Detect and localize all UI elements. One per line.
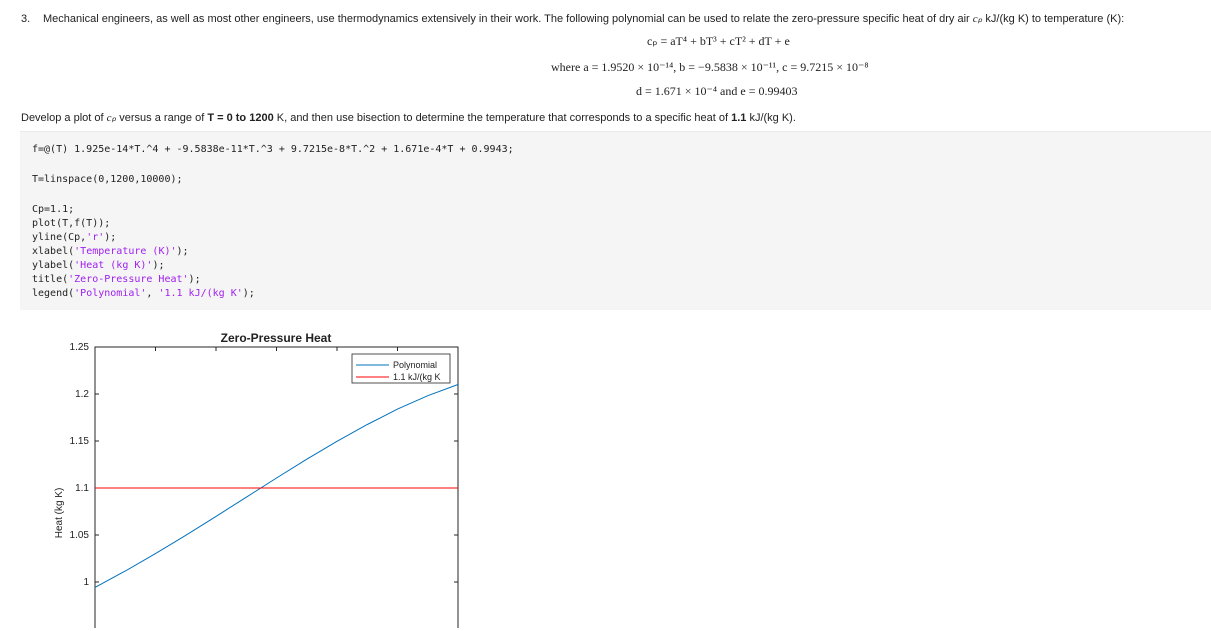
code-text: title(	[32, 274, 69, 285]
code-text: xlabel(	[32, 246, 75, 257]
instruction-range: T = 0 to 1200	[207, 112, 274, 124]
code-text: );	[242, 288, 255, 299]
code-line-3: Cp=1.1;	[32, 204, 75, 215]
question-text-pre: Mechanical engineers, as well as most other engineers, use thermodynamics extensively in their work. The following polynomial can be used to relate the zero-pressure specific heat of dry air	[43, 13, 970, 25]
instruction-text	[21, 111, 796, 124]
question-text	[21, 12, 1124, 25]
instruction-cp-symbol: cₚ	[106, 112, 117, 124]
code-text: yline(Cp,	[32, 232, 87, 243]
code-line-7	[32, 259, 164, 273]
y-tick-label: 1.2	[75, 389, 89, 400]
code-block[interactable]	[20, 131, 1211, 310]
code-text: );	[104, 232, 117, 243]
code-line-9	[32, 287, 255, 301]
chart-title: Zero-Pressure Heat	[220, 331, 332, 345]
instruction-mid2: K, and then use bisection to determine the temperature that corresponds to a specific heat of	[276, 112, 729, 124]
code-text: );	[176, 246, 189, 257]
code-string: '1.1 kJ/(kg K'	[158, 288, 243, 299]
equation-coefficients-1: where a = 1.9520 × 10⁻¹⁴, b = −9.5838 × 10⁻¹¹, c = 9.7215 × 10⁻⁸	[551, 60, 869, 74]
chart-svg	[0, 318, 480, 628]
instruction-value: 1.1	[731, 112, 747, 124]
code-string: 'Temperature (K)'	[74, 246, 177, 257]
legend	[352, 354, 450, 383]
y-tick-label: 1.15	[69, 436, 89, 447]
figure-output	[0, 318, 480, 628]
code-text: );	[188, 274, 201, 285]
code-string: 'Polynomial'	[74, 288, 147, 299]
y-tick-label: 1.25	[69, 342, 89, 353]
question-number: 3.	[21, 13, 31, 25]
code-line-6	[32, 245, 189, 259]
code-text: ,	[146, 288, 159, 299]
instruction-post: kJ/(kg K).	[749, 112, 796, 124]
code-string: 'r'	[86, 232, 105, 243]
cp-symbol: cₚ	[972, 13, 983, 25]
equation-coefficients-2: d = 1.671 × 10⁻⁴ and e = 0.99403	[636, 84, 798, 98]
legend-label-polynomial: Polynomial	[393, 360, 438, 370]
instruction-mid1: versus a range of	[119, 112, 205, 124]
code-line-5	[32, 231, 116, 245]
y-axis-label: Heat (kg K)	[54, 487, 65, 539]
code-text: );	[152, 260, 165, 271]
code-line-4: plot(T,f(T));	[32, 218, 111, 229]
code-line-2: T=linspace(0,1200,10000);	[32, 174, 183, 185]
instruction-pre: Develop a plot of	[21, 112, 104, 124]
code-text: ylabel(	[32, 260, 75, 271]
equation-main: cₚ = aT⁴ + bT³ + cT² + dT + e	[647, 34, 790, 48]
code-string: 'Zero-Pressure Heat'	[68, 274, 189, 285]
code-line-1: f=@(T) 1.925e-14*T.^4 + -9.5838e-11*T.^3 + 9.7215e-8*T.^2 + 1.671e-4*T + 0.9943;	[32, 144, 514, 155]
code-text: legend(	[32, 288, 75, 299]
code-string: 'Heat (kg K)'	[74, 260, 153, 271]
y-tick-label: 1.05	[69, 530, 89, 541]
legend-label-line: 1.1 kJ/(kg K	[393, 372, 441, 382]
y-tick-label: 1	[83, 577, 89, 588]
code-line-8	[32, 273, 201, 287]
question-text-post: kJ/(kg K) to temperature (K):	[985, 13, 1125, 25]
y-tick-label: 1.1	[75, 483, 89, 494]
